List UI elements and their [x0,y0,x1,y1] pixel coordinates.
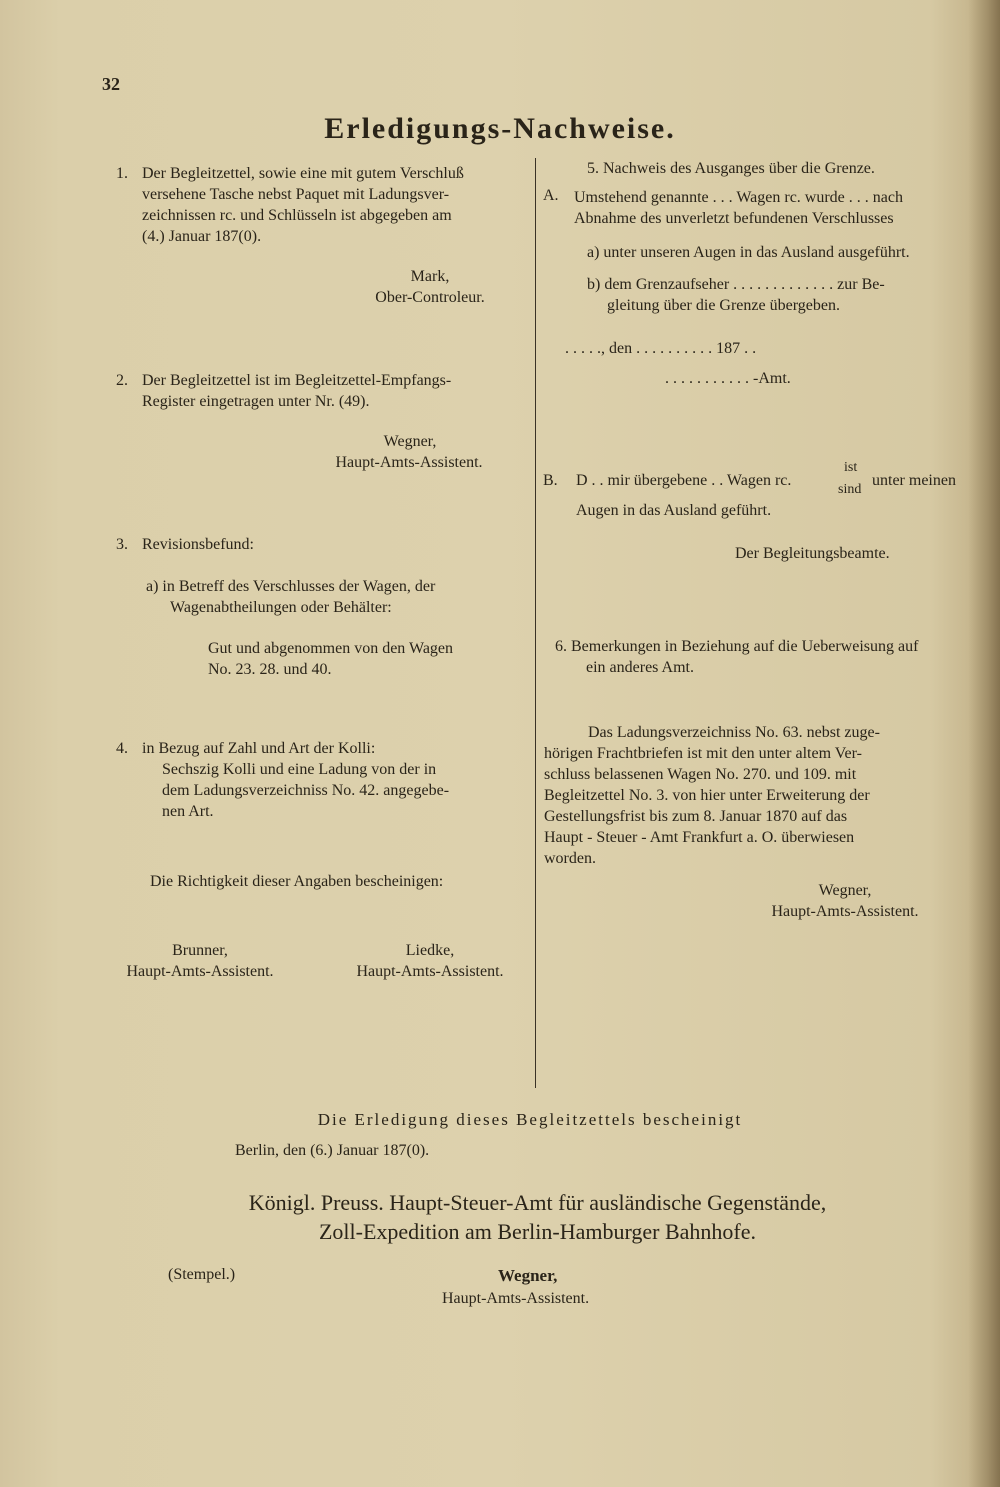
section-2-text: 2. Der Begleitzettel ist im Begleitzettel-Empfangs- Register eingetragen unter Nr. (49). [116,372,452,410]
section-5-b-label: B. [543,472,558,489]
section-5-amt-line: . . . . . . . . . . . -Amt. [665,370,791,387]
section-3-result: Gut und abgenommen von den Wagen No. 23. 28. und 40. [208,640,454,678]
section-5-a-label: A. [543,187,559,204]
section-5-b-signature: Der Begleitungsbeamte. [735,545,890,562]
section-6-signature-title: Haupt-Amts-Assistent. [771,903,919,920]
section-5-heading: 5. Nachweis des Ausganges über die Grenze. [587,160,875,177]
section-6-heading: 6. Bemerkungen in Beziehung auf die Ueberweisung auf ein anderes Amt. [555,638,919,676]
section-2-signature-title: Haupt-Amts-Assistent. [335,454,483,471]
section-5-a-option-a: a) unter unseren Augen in das Ausland ausgeführt. [587,244,910,261]
section-5-b-line-2: Augen in das Ausland geführt. [576,502,772,519]
certification-date: Berlin, den (6.) Januar 187(0). [235,1142,430,1159]
section-2-signature-name: Wegner, [383,433,437,450]
section-5-b-sind: sind [838,482,862,497]
section-6-note: Das Ladungsverzeichniss No. 63. nebst zuge- hörigen Frachtbriefen ist mit den unter altem Ver- schluss belassenen Wagen No. 270. und 109. mit Begleitzettel No. 3. von hier unter Erweiterung der Gestellungsfrist bis zum 8. Januar 1870 auf das Haupt - Steuer - Amt Frankfurt a. O. überwiesen worden. [544,724,880,867]
section-4-signature-1-title: Haupt-Amts-Assistent. [126,963,274,980]
page-number: 32 [102,74,120,94]
section-4-confirmation: Die Richtigkeit dieser Angaben bescheinigen: [150,873,444,890]
page-edge-shadow [968,0,1000,1487]
stamp-placeholder: (Stempel.) [168,1266,236,1283]
section-4-text: 4. in Bezug auf Zahl und Art der Kolli: Sechszig Kolli und eine Ladung von der in dem Ladungsverzeichniss No. 42. angegebe- nen Art. [116,740,450,820]
section-3-item-a: a) in Betreff des Verschlusses der Wagen, der Wagenabtheilungen oder Behälter: [146,578,436,616]
section-5-b-text-2: unter meinen [872,472,956,489]
section-4-signature-2-title: Haupt-Amts-Assistent. [356,963,504,980]
column-divider [535,158,536,1088]
page-title: Erledigungs-Nachweise. [324,112,676,145]
certification-statement: Die Erledigung dieses Begleitzettels bescheinigt [317,1110,743,1129]
authority-line-1: Königl. Preuss. Haupt-Steuer-Amt für ausländische Gegenstände, [248,1190,827,1215]
section-5-date-line: . . . . ., den . . . . . . . . . . 187 . . [565,340,757,357]
authority-line-2: Zoll-Expedition am Berlin-Hamburger Bahnhofe. [318,1219,757,1244]
section-1-text: 1. Der Begleitzettel, sowie eine mit gutem Verschluß versehene Tasche nebst Paquet mit Ladungsver- zeichnissen rc. und Schlüsseln ist abgegeben am (4.) Januar 187(0). [116,165,464,245]
section-1-signature-title: Ober-Controleur. [375,289,485,306]
section-5-b-ist: ist [844,460,858,475]
section-1-signature-name: Mark, [410,268,450,285]
final-signature-name: Wegner, [498,1266,558,1285]
section-5-a-text: Umstehend genannte . . . Wagen rc. wurde . . . nach Abnahme des unverletzt befundenen Verschlusses [574,189,903,227]
section-4-signature-1-name: Brunner, [172,942,228,959]
section-5-b-text-1: D . . mir übergebene . . Wagen rc. [576,472,792,489]
section-4-signature-2-name: Liedke, [405,942,455,959]
section-6-signature-name: Wegner, [818,882,872,899]
final-signature-title: Haupt-Amts-Assistent. [442,1290,590,1307]
section-5-a-option-b: b) dem Grenzaufseher . . . . . . . . . . . . . zur Be- gleitung über die Grenze übergeben. [587,276,885,314]
section-3-heading: 3. Revisionsbefund: [116,536,254,553]
